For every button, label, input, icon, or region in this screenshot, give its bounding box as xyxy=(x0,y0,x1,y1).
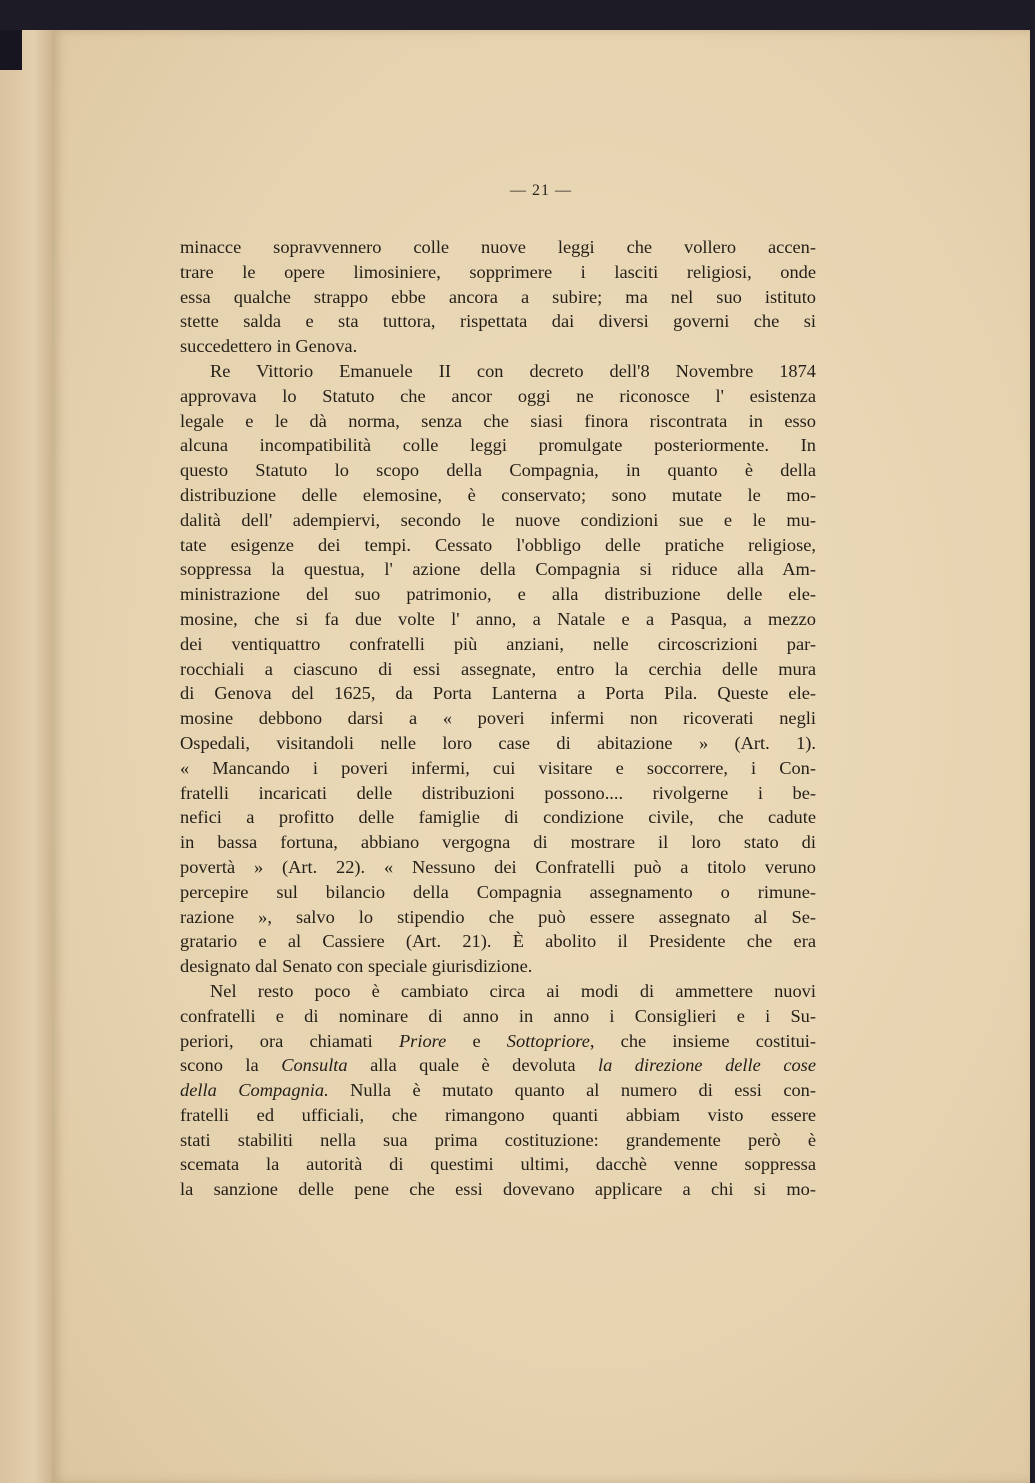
text-line: trare le opere limosiniere, sopprimere i lasciti religiosi, onde xyxy=(180,261,816,282)
text-line: soppressa la questua, l' azione della Compagnia si riduce alla Am- xyxy=(180,559,816,580)
text-line: dei ventiquattro confratelli più anziani, nelle circoscrizioni par- xyxy=(180,633,816,654)
text-line: percepire sul bilancio della Compagnia assegnamento o rimune- xyxy=(180,881,816,902)
text-line: la sanzione delle pene che essi dovevano applicare a chi si mo- xyxy=(180,1179,816,1200)
binding-shadow xyxy=(0,30,22,70)
text-line: fratelli ed ufficiali, che rimangono quanti abbiam visto essere xyxy=(180,1104,816,1125)
text-line: minacce sopravvennero colle nuove leggi che vollero accen- xyxy=(180,237,816,257)
text-line: scemata la autorità di questimi ultimi, dacchè venne soppressa xyxy=(180,1154,816,1175)
text-line: povertà » (Art. 22). « Nessuno dei Confratelli può a titolo veruno xyxy=(180,856,816,877)
text-line: ministrazione del suo patrimonio, e alla distribuzione delle ele- xyxy=(180,584,816,605)
text-line: confratelli e di nominare di anno in anno i Consiglieri e i Su- xyxy=(180,1005,816,1026)
text-line: nefici a profitto delle famiglie di condizione civile, che cadute xyxy=(180,807,816,828)
left-page-edge xyxy=(0,30,58,1483)
body-text xyxy=(180,235,816,1202)
text-line: Ospedali, visitandoli nelle loro case di abitazione » (Art. 1). xyxy=(180,732,816,753)
text-line: tate esigenze dei tempi. Cessato l'obbligo delle pratiche religiose, xyxy=(180,534,816,555)
text-line: designato dal Senato con speciale giurisdizione. xyxy=(180,956,533,977)
text-line: questo Statuto lo scopo della Compagnia, in quanto è della xyxy=(180,460,816,481)
text-line: essa qualche strappo ebbe ancora a subire; ma nel suo istituto xyxy=(180,286,816,307)
text-line: Nel resto poco è cambiato circa ai modi di ammettere nuovi xyxy=(210,980,816,1001)
text-line: approvava lo Statuto che ancor oggi ne riconosce l' esistenza xyxy=(180,385,816,406)
text-line: Re Vittorio Emanuele II con decreto dell'8 Novembre 1874 xyxy=(210,360,816,381)
text-line: mosine, che si fa due volte l' anno, a Natale e a Pasqua, a mezzo xyxy=(180,608,816,629)
text-line: succedettero in Genova. xyxy=(180,336,358,357)
text-line: razione », salvo lo stipendio che può essere assegnato al Se- xyxy=(180,906,816,927)
text-line: della Compagnia. Nulla è mutato quanto al numero di essi con- xyxy=(180,1080,816,1101)
page-number: — 21 — xyxy=(510,182,572,199)
book-page xyxy=(52,30,1030,1483)
text-line: in bassa fortuna, abbiano vergogna di mostrare il loro stato di xyxy=(180,832,816,853)
text-line: scono la Consulta alla quale è devoluta la direzione delle cose xyxy=(180,1055,816,1076)
text-line: mosine debbono darsi a « poveri infermi non ricoverati negli xyxy=(180,708,816,729)
text-line: stati stabiliti nella sua prima costituzione: grandemente però è xyxy=(180,1129,816,1150)
text-line: alcuna incompatibilità colle leggi promulgate posteriormente. In xyxy=(180,435,816,456)
text-line: rocchiali a ciascuno di essi assegnate, entro la cerchia delle mura xyxy=(180,658,816,679)
text-line: di Genova del 1625, da Porta Lanterna a Porta Pila. Queste ele- xyxy=(180,683,816,704)
text-line: distribuzione delle elemosine, è conservato; sono mutate le mo- xyxy=(180,484,816,505)
text-line: periori, ora chiamati Priore e Sottopriore, che insieme costitui- xyxy=(180,1030,817,1051)
text-line: fratelli incaricati delle distribuzioni possono.... rivolgerne i be- xyxy=(180,782,816,803)
text-line: legale e le dà norma, senza che siasi finora riscontrata in esso xyxy=(180,410,816,431)
text-line: dalità dell' adempiervi, secondo le nuove condizioni sue e le mu- xyxy=(180,509,816,530)
text-line: « Mancando i poveri infermi, cui visitare e soccorrere, i Con- xyxy=(180,757,816,778)
text-line: gratario e al Cassiere (Art. 21). È abolito il Presidente che era xyxy=(180,931,816,952)
text-line: stette salda e sta tuttora, rispettata dai diversi governi che si xyxy=(180,311,816,332)
